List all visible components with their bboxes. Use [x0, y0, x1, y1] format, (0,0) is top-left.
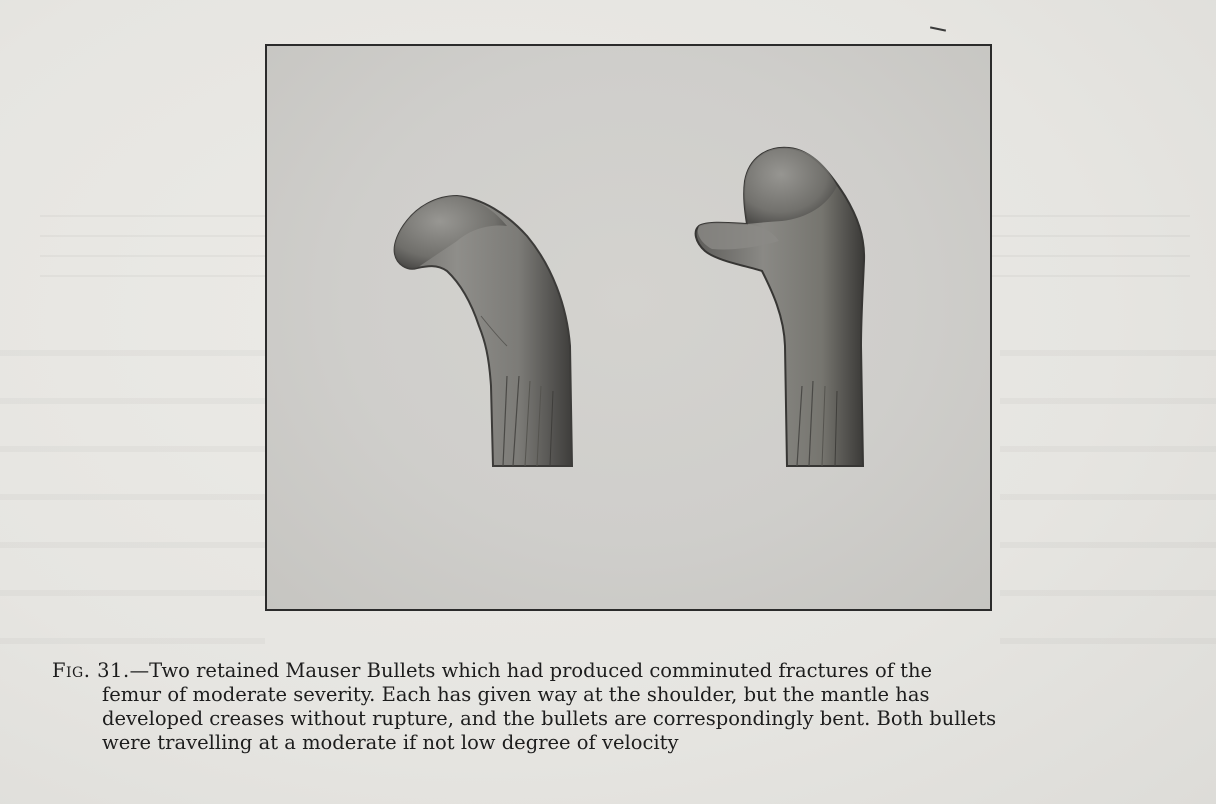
- bleed-through-text: [1000, 350, 1216, 650]
- bleed-through-text: [0, 350, 265, 650]
- stray-mark: [930, 26, 946, 31]
- figure-caption: [52, 659, 1162, 755]
- figure-label: Fig. 31.: [52, 659, 130, 682]
- caption-line: femur of moderate severity. Each has given way at the shoulder, but the mantle has: [102, 683, 930, 706]
- figure-plate: [265, 44, 992, 611]
- caption-text: —Two retained Mauser Bullets which had produced comminuted fractures of the: [129, 659, 933, 682]
- bullet-left: [395, 196, 572, 466]
- bullet-right: [696, 148, 864, 466]
- caption-line: were travelling at a moderate if not low degree of velocity: [102, 731, 679, 754]
- caption-line: developed creases without rupture, and the bullets are correspondingly bent. Both bullets: [102, 707, 997, 730]
- bullets-illustration: [267, 46, 990, 609]
- caption-line: [52, 659, 1162, 683]
